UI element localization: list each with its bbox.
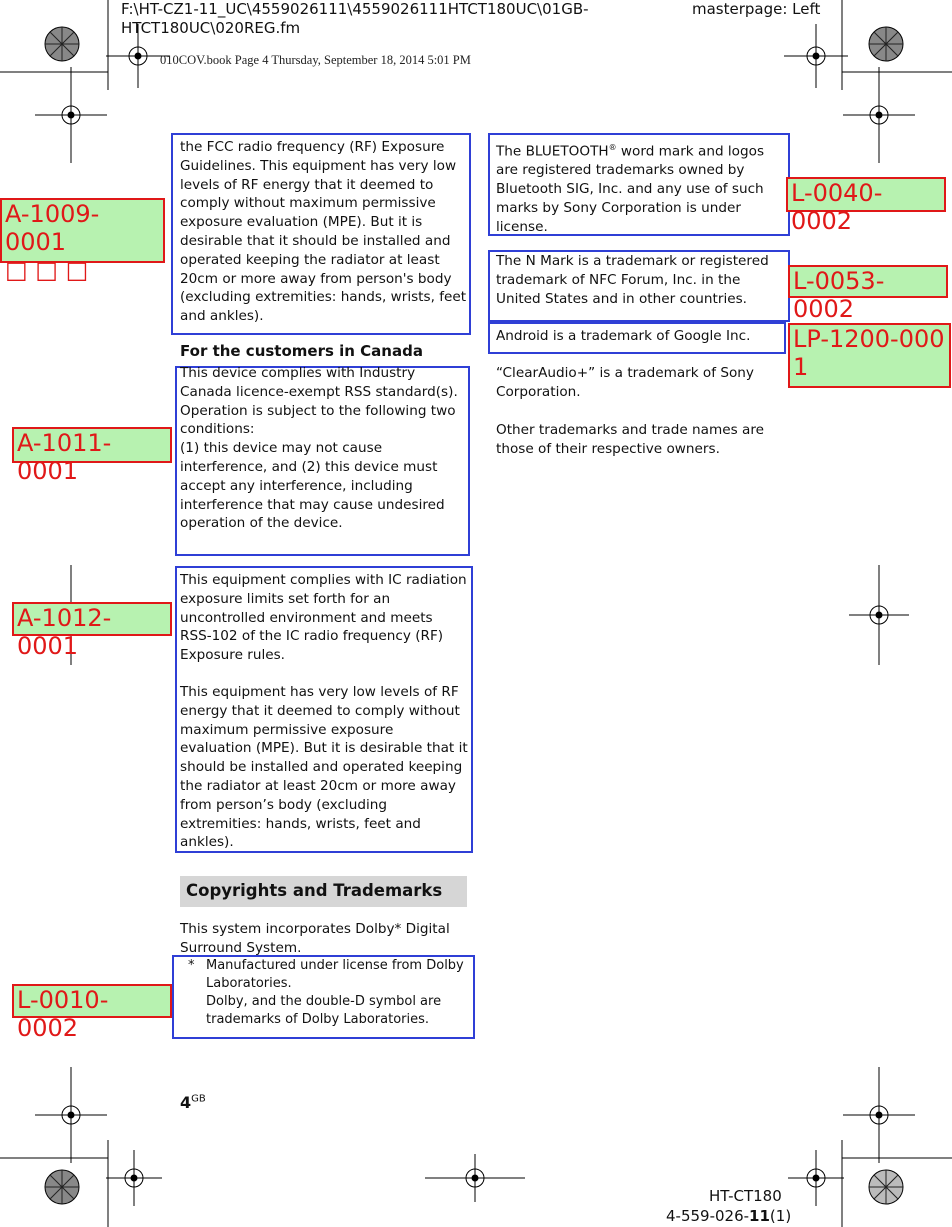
clearaudio-text: “ClearAudio+” is a trademark of Sony Corporation. <box>496 365 754 400</box>
tag-l-0010: L-0010-0002 <box>12 984 172 1018</box>
tag-a-1009: A-1009-0001 □ □ □ <box>0 198 165 263</box>
file-path: F:\HT-CZ1-11_UC\4559026111\4559026111HTCT180UC\01GB-HTCT180UC\020REG.fm <box>121 0 589 37</box>
model-number: HT-CT180 <box>709 1187 782 1205</box>
canada-heading: For the customers in Canada <box>180 342 423 360</box>
tag-l-0040: L-0040-0002 <box>786 177 946 212</box>
page-number-digit: 4 <box>180 1093 192 1112</box>
tag-a-1011: A-1011-0001 <box>12 427 172 463</box>
dolby-text: This system incorporates Dolby* Digital Surround System. <box>180 921 450 956</box>
ic-rf-exposure-text-1: This equipment complies with IC radiation exposure limits set forth for an uncontrolled environment and meets RSS-102 of the IC radio frequency (RF) Exposure rules. <box>180 572 467 664</box>
bluetooth-text <box>496 139 784 237</box>
masterpage-label: masterpage: Left <box>692 0 821 18</box>
nfc-text: The N Mark is a trademark or registered trademark of NFC Forum, Inc. in the United States and in other countries. <box>496 253 769 307</box>
fcc-exposure-text: the FCC radio frequency (RF) Exposure Guidelines. This equipment has very low levels of RF energy that it deemed to comply without maximum permissive exposure evaluation (MPE). But it is desirable that it should be installed and operated keeping the radiator at least 20cm or more away from person's body (excluding extremities: hands, wrists, feet and ankles). <box>180 139 467 325</box>
tag-l-0053: L-0053-0002 <box>788 265 948 298</box>
bluetooth-text-b: word mark and logos are registered trademarks owned by Bluetooth SIG, Inc. and any use of such marks by Sony Corporation is under license. <box>496 143 765 235</box>
other-trademarks-text: Other trademarks and trade names are those of their respective owners. <box>496 422 764 457</box>
android-text: Android is a trademark of Google Inc. <box>496 328 751 344</box>
ic-compliance-text: This device complies with Industry Canada licence-exempt RSS standard(s). Operation is subject to the following two conditions: (1) this device may not cause interference, and (2) this device must accept any interference, including interference that may cause undesired operation of the device. <box>180 365 458 532</box>
part-number-bold: 11 <box>749 1207 770 1225</box>
page-number <box>180 1093 206 1112</box>
tag-a-1012: A-1012-0001 <box>12 602 172 636</box>
tag-lp-1200: LP-1200-0001 <box>788 323 951 388</box>
part-number-suffix: (1) <box>769 1207 792 1225</box>
part-number-prefix: 4-559-026- <box>666 1207 750 1225</box>
footnote-mark: * <box>188 958 195 973</box>
book-info-line: 010COV.book Page 4 Thursday, September 18, 2014 5:01 PM <box>160 53 471 67</box>
registered-mark: ® <box>608 143 617 152</box>
part-number <box>666 1207 791 1225</box>
copyrights-heading: Copyrights and Trademarks <box>180 876 467 907</box>
ic-rf-exposure-text-2: This equipment has very low levels of RF energy that it deemed to comply without maximum permissive exposure evaluation (MPE). But it is desirable that it should be installed and operated keeping the radiator at least 20cm or more away from person’s body (excluding extremities: hands, wrists, feet and ankles). <box>180 684 468 851</box>
dolby-footnote-text: Manufactured under license from Dolby Laboratories. Dolby, and the double-D symbol are trademarks of Dolby Laboratories. <box>206 958 464 1027</box>
page-number-suffix: GB <box>191 1093 206 1105</box>
bluetooth-text-a: The BLUETOOTH <box>496 143 609 160</box>
